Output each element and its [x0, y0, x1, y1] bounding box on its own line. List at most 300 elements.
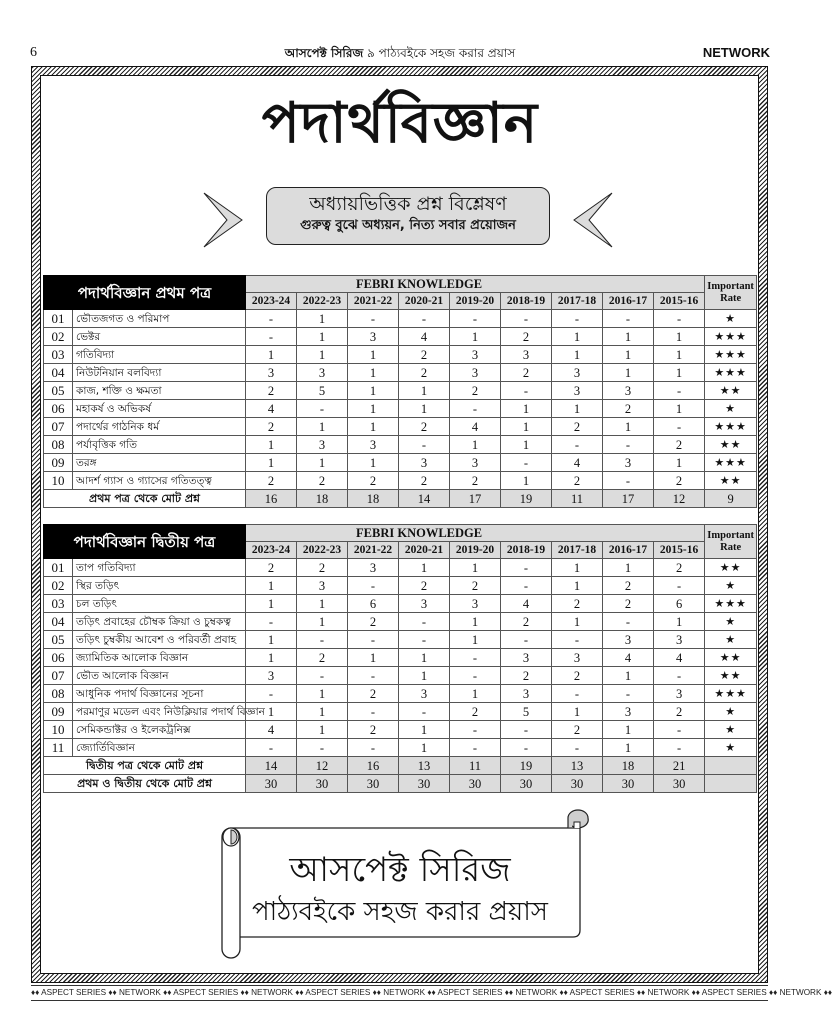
- total-count: 13: [552, 757, 603, 775]
- chapter-row: [44, 721, 757, 739]
- importance-stars: ★★★: [705, 418, 757, 436]
- question-count: 2: [348, 613, 399, 631]
- paper2-total-row: [44, 757, 757, 775]
- question-count: 4: [246, 400, 297, 418]
- subtitle-main: অধ্যায়ভিত্তিক প্রশ্ন বিশ্লেষণ: [309, 193, 507, 215]
- chapter-number: 06: [44, 649, 73, 667]
- question-count: 2: [654, 436, 705, 454]
- question-count: 3: [246, 667, 297, 685]
- total-count: 30: [246, 775, 297, 793]
- question-count: -: [450, 667, 501, 685]
- total-count: 16: [348, 757, 399, 775]
- chapter-row: [44, 382, 757, 400]
- question-count: -: [654, 667, 705, 685]
- question-count: 1: [450, 328, 501, 346]
- total-count: 14: [399, 490, 450, 508]
- question-count: 1: [399, 400, 450, 418]
- total-count: 30: [450, 775, 501, 793]
- question-count: 3: [603, 454, 654, 472]
- question-count: -: [501, 382, 552, 400]
- question-count: 2: [297, 559, 348, 577]
- question-count: 1: [552, 400, 603, 418]
- total-count: 30: [654, 775, 705, 793]
- year-header: 2015-16: [654, 293, 705, 310]
- question-count: 2: [246, 418, 297, 436]
- question-count: 1: [654, 346, 705, 364]
- question-count: 6: [348, 595, 399, 613]
- question-count: 2: [348, 472, 399, 490]
- question-count: 1: [246, 346, 297, 364]
- year-header: 2021-22: [348, 542, 399, 559]
- page-header: [30, 45, 770, 63]
- question-count: 5: [501, 703, 552, 721]
- importance-stars: ★: [705, 310, 757, 328]
- question-count: 3: [654, 685, 705, 703]
- question-count: -: [501, 454, 552, 472]
- importance-stars: ★: [705, 721, 757, 739]
- question-count: -: [501, 577, 552, 595]
- question-count: 1: [348, 418, 399, 436]
- question-count: -: [348, 631, 399, 649]
- rate-header: Important Rate: [705, 276, 757, 310]
- total-count: 18: [348, 490, 399, 508]
- chapter-row: [44, 595, 757, 613]
- question-count: 3: [348, 559, 399, 577]
- chapter-row: [44, 649, 757, 667]
- question-count: 2: [450, 472, 501, 490]
- question-count: 2: [654, 559, 705, 577]
- question-count: 1: [297, 721, 348, 739]
- question-count: -: [246, 310, 297, 328]
- importance-stars: ★★: [705, 472, 757, 490]
- question-count: 2: [603, 400, 654, 418]
- running-title-separator: ৯: [367, 46, 375, 60]
- question-count: 1: [501, 472, 552, 490]
- question-count: 2: [450, 382, 501, 400]
- question-count: -: [399, 436, 450, 454]
- question-count: 1: [246, 436, 297, 454]
- question-count: 1: [603, 739, 654, 757]
- question-count: -: [246, 739, 297, 757]
- question-count: -: [348, 739, 399, 757]
- question-count: 1: [246, 577, 297, 595]
- question-count: -: [501, 559, 552, 577]
- question-count: -: [450, 400, 501, 418]
- question-count: 1: [246, 703, 297, 721]
- chapter-topic: পরমাণুর মডেল এবং নিউক্লিয়ার পদার্থ বিজ্ঞান: [73, 703, 246, 721]
- question-count: 1: [603, 418, 654, 436]
- question-count: 2: [399, 364, 450, 382]
- importance-stars: ★: [705, 577, 757, 595]
- question-count: 2: [552, 472, 603, 490]
- question-count: 4: [399, 328, 450, 346]
- question-count: 1: [399, 649, 450, 667]
- chapter-number: 05: [44, 382, 73, 400]
- question-count: 5: [297, 382, 348, 400]
- question-count: -: [603, 613, 654, 631]
- year-header: 2021-22: [348, 293, 399, 310]
- chapter-number: 04: [44, 613, 73, 631]
- question-count: -: [399, 613, 450, 631]
- question-count: -: [552, 436, 603, 454]
- question-count: 1: [399, 559, 450, 577]
- chevron-right-icon: [203, 192, 243, 248]
- importance-stars: ★★★: [705, 346, 757, 364]
- year-header: 2023-24: [246, 542, 297, 559]
- question-count: 1: [297, 595, 348, 613]
- question-count: 1: [348, 454, 399, 472]
- subtitle-box: [266, 187, 550, 245]
- question-count: -: [552, 739, 603, 757]
- question-count: 3: [603, 382, 654, 400]
- total-rate: [705, 757, 757, 775]
- paper2-table: [43, 524, 757, 793]
- chapter-topic: পর্যাবৃত্তিক গতি: [73, 436, 246, 454]
- total-count: 30: [399, 775, 450, 793]
- total-count: 17: [450, 490, 501, 508]
- question-count: 1: [297, 703, 348, 721]
- question-count: 1: [297, 454, 348, 472]
- question-count: 3: [501, 346, 552, 364]
- question-count: 1: [501, 400, 552, 418]
- question-count: 3: [450, 364, 501, 382]
- question-count: 1: [348, 346, 399, 364]
- question-count: -: [348, 703, 399, 721]
- chapter-row: [44, 631, 757, 649]
- chapter-topic: সেমিকন্ডাক্টর ও ইলেকট্রনিক্স: [73, 721, 246, 739]
- total-count: 16: [246, 490, 297, 508]
- question-count: -: [501, 739, 552, 757]
- year-header: 2020-21: [399, 293, 450, 310]
- question-count: 1: [246, 631, 297, 649]
- question-count: 1: [603, 364, 654, 382]
- chapter-topic: তরঙ্গ: [73, 454, 246, 472]
- chapter-number: 10: [44, 721, 73, 739]
- year-header: 2022-23: [297, 293, 348, 310]
- chapter-row: [44, 559, 757, 577]
- question-count: 1: [603, 346, 654, 364]
- chapter-topic: তড়িৎ প্রবাহের চৌম্বক ক্রিয়া ও চুম্বকত্ব: [73, 613, 246, 631]
- chapter-number: 03: [44, 595, 73, 613]
- question-count: 1: [297, 685, 348, 703]
- chapter-row: [44, 400, 757, 418]
- total-count: 12: [297, 757, 348, 775]
- question-count: 1: [246, 454, 297, 472]
- question-count: 1: [348, 382, 399, 400]
- paper1-total-row-label: প্রথম পত্র থেকে মোট প্রশ্ন: [44, 490, 246, 508]
- footer-ribbon: ♦♦ ASPECT SERIES ♦♦ NETWORK ♦♦ ASPECT SERIES ♦♦ NETWORK ♦♦ ASPECT SERIES ♦♦ NETWORK ♦♦ ASPECT SERIES ♦♦ NETWORK ♦♦ ASPECT SERIES ♦♦ NETWORK ♦♦ ASPECT SERIES ♦♦ NETWORK ♦♦: [31, 985, 768, 1001]
- question-count: -: [654, 721, 705, 739]
- question-count: -: [246, 328, 297, 346]
- question-count: 2: [603, 595, 654, 613]
- question-count: 1: [501, 436, 552, 454]
- chapter-row: [44, 328, 757, 346]
- chapter-row: [44, 454, 757, 472]
- chapter-row: [44, 685, 757, 703]
- chapter-number: 09: [44, 703, 73, 721]
- question-count: 2: [450, 703, 501, 721]
- question-count: 1: [297, 310, 348, 328]
- importance-stars: ★★: [705, 667, 757, 685]
- question-count: 1: [603, 559, 654, 577]
- question-count: 1: [603, 328, 654, 346]
- chapter-number: 04: [44, 364, 73, 382]
- chapter-row: [44, 346, 757, 364]
- question-count: 1: [654, 454, 705, 472]
- chapter-number: 01: [44, 559, 73, 577]
- chapter-row: [44, 436, 757, 454]
- year-header: 2017-18: [552, 542, 603, 559]
- year-header: 2016-17: [603, 542, 654, 559]
- question-count: -: [603, 685, 654, 703]
- year-header: 2018-19: [501, 293, 552, 310]
- chapter-topic: পদার্থের গাঠনিক ধর্ম: [73, 418, 246, 436]
- chapter-topic: জ্যামিতিক আলোক বিজ্ঞান: [73, 649, 246, 667]
- page-number: 6: [30, 45, 37, 60]
- question-count: 1: [654, 364, 705, 382]
- question-count: -: [552, 310, 603, 328]
- importance-stars: ★★★: [705, 685, 757, 703]
- question-count: 2: [348, 685, 399, 703]
- question-count: 1: [654, 328, 705, 346]
- year-header: 2019-20: [450, 293, 501, 310]
- total-count: 12: [654, 490, 705, 508]
- question-count: 3: [654, 631, 705, 649]
- question-count: 1: [450, 436, 501, 454]
- question-count: 1: [450, 613, 501, 631]
- chapter-number: 06: [44, 400, 73, 418]
- question-count: -: [654, 310, 705, 328]
- chapter-number: 07: [44, 667, 73, 685]
- question-count: 1: [603, 667, 654, 685]
- question-count: 2: [348, 721, 399, 739]
- question-count: -: [348, 577, 399, 595]
- question-count: 1: [450, 685, 501, 703]
- total-count: 30: [297, 775, 348, 793]
- running-title-tagline: পাঠ্যবইকে সহজ করার প্রয়াস: [378, 46, 516, 60]
- banner-tagline: পাঠ্যবইকে সহজ করার প্রয়াস: [252, 897, 548, 927]
- question-count: 2: [501, 364, 552, 382]
- question-count: 2: [399, 418, 450, 436]
- question-count: 3: [450, 346, 501, 364]
- question-count: 3: [603, 703, 654, 721]
- chapter-topic: ভেক্টর: [73, 328, 246, 346]
- question-count: 1: [501, 418, 552, 436]
- chapter-row: [44, 613, 757, 631]
- question-count: 3: [399, 454, 450, 472]
- question-count: 3: [450, 595, 501, 613]
- importance-stars: ★★★: [705, 328, 757, 346]
- total-count: 18: [603, 757, 654, 775]
- total-rate: [705, 775, 757, 793]
- question-count: -: [450, 310, 501, 328]
- question-count: 6: [654, 595, 705, 613]
- chapter-topic: কাজ, শক্তি ও ক্ষমতা: [73, 382, 246, 400]
- question-count: -: [348, 310, 399, 328]
- question-count: 1: [399, 721, 450, 739]
- chapter-row: [44, 364, 757, 382]
- chapter-topic: নিউটনিয়ান বলবিদ্যা: [73, 364, 246, 382]
- question-count: 2: [603, 577, 654, 595]
- question-count: 2: [552, 595, 603, 613]
- chapter-topic: আধুনিক পদার্থ বিজ্ঞানের সূচনা: [73, 685, 246, 703]
- question-count: 1: [297, 418, 348, 436]
- question-count: -: [654, 577, 705, 595]
- brand-label: NETWORK: [702, 45, 770, 60]
- question-count: 1: [348, 400, 399, 418]
- importance-stars: ★: [705, 400, 757, 418]
- question-count: 1: [348, 649, 399, 667]
- question-count: 1: [654, 613, 705, 631]
- question-count: -: [297, 400, 348, 418]
- question-count: -: [501, 310, 552, 328]
- question-count: 3: [297, 577, 348, 595]
- total-count: 19: [501, 490, 552, 508]
- question-count: 2: [552, 418, 603, 436]
- question-count: -: [297, 631, 348, 649]
- question-count: 3: [501, 649, 552, 667]
- question-count: 4: [603, 649, 654, 667]
- paper2-total-row-label: দ্বিতীয় পত্র থেকে মোট প্রশ্ন: [44, 757, 246, 775]
- importance-stars: ★★★: [705, 364, 757, 382]
- question-count: -: [654, 739, 705, 757]
- total-count: 13: [399, 757, 450, 775]
- total-count: 30: [552, 775, 603, 793]
- chapter-topic: ভৌতজগত ও পরিমাপ: [73, 310, 246, 328]
- chapter-number: 07: [44, 418, 73, 436]
- question-count: 3: [399, 685, 450, 703]
- total-count: 14: [246, 757, 297, 775]
- chapter-topic: মহাকর্ষ ও অভিকর্ষ: [73, 400, 246, 418]
- question-count: 1: [246, 649, 297, 667]
- question-count: 2: [654, 703, 705, 721]
- chapter-number: 08: [44, 436, 73, 454]
- question-count: 3: [603, 631, 654, 649]
- total-rate: 9: [705, 490, 757, 508]
- chevron-left-icon: [573, 192, 613, 248]
- question-count: -: [654, 382, 705, 400]
- question-count: 1: [399, 739, 450, 757]
- question-count: -: [603, 310, 654, 328]
- question-count: 1: [552, 559, 603, 577]
- question-count: -: [654, 418, 705, 436]
- question-count: -: [552, 631, 603, 649]
- question-count: 2: [399, 346, 450, 364]
- paper1-total-row: [44, 490, 757, 508]
- question-count: 3: [297, 364, 348, 382]
- question-count: 3: [501, 685, 552, 703]
- question-count: 2: [399, 472, 450, 490]
- question-count: -: [450, 649, 501, 667]
- chapter-number: 02: [44, 328, 73, 346]
- question-count: 3: [450, 454, 501, 472]
- chapter-number: 10: [44, 472, 73, 490]
- question-count: 1: [603, 721, 654, 739]
- question-count: 1: [399, 667, 450, 685]
- page-title: পদার্থবিজ্ঞান: [261, 91, 539, 156]
- question-count: 1: [552, 346, 603, 364]
- question-count: -: [348, 667, 399, 685]
- importance-stars: ★★: [705, 436, 757, 454]
- chapter-topic: ভৌত আলোক বিজ্ঞান: [73, 667, 246, 685]
- question-count: 1: [297, 346, 348, 364]
- importance-stars: ★★: [705, 649, 757, 667]
- year-header: 2022-23: [297, 542, 348, 559]
- question-count: 2: [654, 472, 705, 490]
- chapter-number: 09: [44, 454, 73, 472]
- rate-header: Important Rate: [705, 525, 757, 559]
- chapter-topic: তাপ গতিবিদ্যা: [73, 559, 246, 577]
- question-count: 2: [552, 721, 603, 739]
- chapter-number: 02: [44, 577, 73, 595]
- question-count: 2: [552, 667, 603, 685]
- banner-series-name: আসপেক্ট সিরিজ: [289, 850, 511, 890]
- importance-stars: ★: [705, 739, 757, 757]
- question-count: 1: [348, 364, 399, 382]
- chapter-number: 05: [44, 631, 73, 649]
- question-count: 1: [450, 559, 501, 577]
- question-count: 2: [246, 382, 297, 400]
- question-count: 3: [399, 595, 450, 613]
- paper2-title: পদার্থবিজ্ঞান দ্বিতীয় পত্র: [44, 525, 246, 559]
- question-count: 3: [348, 328, 399, 346]
- importance-stars: ★★: [705, 382, 757, 400]
- question-count: 1: [297, 613, 348, 631]
- importance-stars: ★★★: [705, 454, 757, 472]
- question-count: -: [399, 310, 450, 328]
- question-count: -: [399, 703, 450, 721]
- importance-stars: ★★: [705, 559, 757, 577]
- question-count: -: [450, 721, 501, 739]
- question-count: 1: [552, 577, 603, 595]
- importance-stars: ★: [705, 631, 757, 649]
- grand-total-row: [44, 775, 757, 793]
- year-header: 2018-19: [501, 542, 552, 559]
- chapter-number: 03: [44, 346, 73, 364]
- question-count: 1: [246, 595, 297, 613]
- chapter-row: [44, 418, 757, 436]
- total-count: 18: [297, 490, 348, 508]
- total-count: 11: [552, 490, 603, 508]
- chapter-topic: স্থির তড়িৎ: [73, 577, 246, 595]
- chapter-row: [44, 703, 757, 721]
- chapter-number: 01: [44, 310, 73, 328]
- chapter-topic: তড়িৎ চুম্বকীয় আবেশ ও পরিবর্তী প্রবাহ: [73, 631, 246, 649]
- question-count: 1: [399, 382, 450, 400]
- question-count: -: [603, 472, 654, 490]
- question-count: 1: [297, 328, 348, 346]
- chapter-topic: গতিবিদ্যা: [73, 346, 246, 364]
- question-count: 2: [501, 328, 552, 346]
- question-count: 4: [552, 454, 603, 472]
- chapter-topic: জ্যোর্তিবিজ্ঞান: [73, 739, 246, 757]
- chapter-number: 08: [44, 685, 73, 703]
- question-count: -: [450, 739, 501, 757]
- question-count: 2: [399, 577, 450, 595]
- question-count: 3: [246, 364, 297, 382]
- chapter-row: [44, 472, 757, 490]
- question-count: 2: [501, 613, 552, 631]
- running-title: [30, 45, 770, 65]
- total-count: 11: [450, 757, 501, 775]
- question-count: 1: [552, 613, 603, 631]
- year-header: 2017-18: [552, 293, 603, 310]
- total-count: 30: [603, 775, 654, 793]
- chapter-row: [44, 310, 757, 328]
- grand-total-row-label: প্রথম ও দ্বিতীয় থেকে মোট প্রশ্ন: [44, 775, 246, 793]
- paper1-table: [43, 275, 757, 508]
- year-header: 2023-24: [246, 293, 297, 310]
